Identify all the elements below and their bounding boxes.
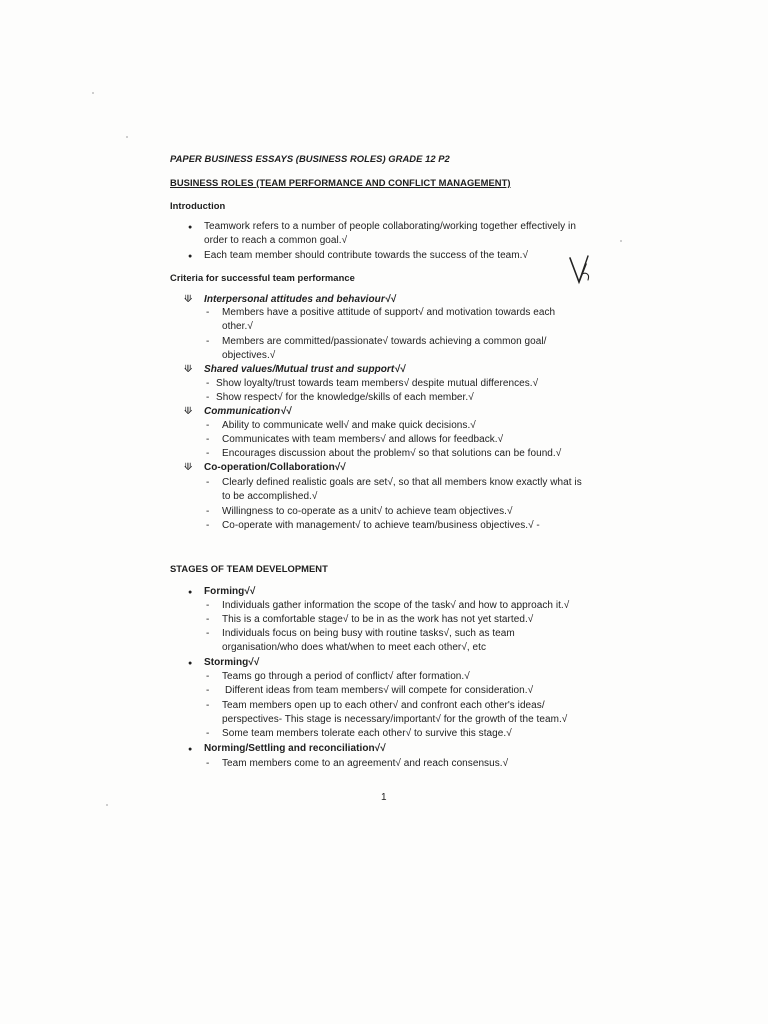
cooperation-line-1: Clearly defined realistic goals are set√, so that all members know exactly what is [222,477,582,488]
arrow-down-bullet-icon: ⟱ [184,364,193,375]
dash-icon: - [206,628,210,639]
stage-storming-title: Storming√√ [204,657,260,668]
norming-line-1: Team members come to an agreement√ and reach consensus.√ [222,758,509,769]
arrow-down-bullet-icon: ⟱ [184,294,193,305]
shared-line-1: Show loyalty/trust towards team members√ despite mutual differences.√ [216,378,539,389]
document-subtitle: BUSINESS ROLES (TEAM PERFORMANCE AND CONFLICT MANAGEMENT) [170,177,511,188]
criteria-communication-title: Communication√√ [204,406,292,417]
bullet-icon: ● [188,589,193,596]
criteria-heading: Criteria for successful team performance [170,272,355,283]
arrow-down-bullet-icon: ⟱ [184,406,193,417]
criteria-shared-title: Shared values/Mutual trust and support√√ [204,364,406,375]
interpersonal-line-1: Members have a positive attitude of support√ and motivation towards each [222,307,556,318]
interpersonal-line-4: objectives.√ [222,350,276,361]
scan-speck [126,136,128,138]
dash-icon: - [206,378,210,389]
storming-line-1: Teams go through a period of conflict√ after formation.√ [222,671,470,682]
intro-line-1: Teamwork refers to a number of people collaborating/working together effectively in [204,221,576,232]
dash-icon: - [206,506,210,517]
arrow-down-bullet-icon: ⟱ [184,462,193,473]
intro-line-3: Each team member should contribute towards the success of the team.√ [204,250,529,261]
stage-forming-title: Forming√√ [204,586,256,597]
storming-line-2: Different ideas from team members√ will compete for consideration.√ [225,685,534,696]
dash-icon: - [206,336,210,347]
forming-line-4: organisation/who does what/when to meet each other√, etc [222,642,487,653]
intro-heading: Introduction [170,200,226,211]
bullet-icon: ● [188,660,193,667]
dash-icon: - [206,728,210,739]
storming-line-5: Some team members tolerate each other√ to survive this stage.√ [222,728,512,739]
dash-icon: - [206,614,210,625]
communication-line-3: Encourages discussion about the problem√ so that solutions can be found.√ [222,448,562,459]
dash-icon: - [206,448,210,459]
intro-line-2: order to reach a common goal.√ [204,235,348,246]
dash-icon: - [206,700,210,711]
stages-heading: STAGES OF TEAM DEVELOPMENT [170,563,328,574]
forming-line-2: This is a comfortable stage√ to be in as the work has not yet started.√ [222,614,534,625]
storming-line-3: Team members open up to each other√ and confront each other's ideas/ [222,700,545,711]
criteria-cooperation-title: Co-operation/Collaboration√√ [204,462,346,473]
scan-speck [92,92,94,94]
document-title: PAPER BUSINESS ESSAYS (BUSINESS ROLES) GRADE 12 P2 [170,153,450,164]
scan-speck [106,804,108,806]
dash-icon: - [206,671,210,682]
page-number: 1 [381,792,387,803]
bullet-icon: ● [188,224,193,231]
bullet-icon: ● [188,253,193,260]
cooperation-line-3: Willingness to co-operate as a unit√ to achieve team objectives.√ [222,506,513,517]
forming-line-1: Individuals gather information the scope of the task√ and how to approach it.√ [222,600,570,611]
communication-line-2: Communicates with team members√ and allows for feedback.√ [222,434,504,445]
interpersonal-line-3: Members are committed/passionate√ towards achieving a common goal/ [222,336,547,347]
interpersonal-line-2: other.√ [222,321,253,332]
dash-icon: - [206,600,210,611]
dash-icon: - [206,307,210,318]
dash-icon: - [206,758,210,769]
dash-icon: - [206,434,210,445]
cooperation-line-4: Co-operate with management√ to achieve team/business objectives.√ - [222,520,540,531]
communication-line-1: Ability to communicate well√ and make quick decisions.√ [222,420,476,431]
scan-speck [620,240,622,242]
criteria-interpersonal-title: Interpersonal attitudes and behaviour√√ [204,294,396,305]
forming-line-3: Individuals focus on being busy with routine tasks√, such as team [222,628,515,639]
dash-icon: - [206,392,210,403]
dash-icon: - [206,420,210,431]
bullet-icon: ● [188,746,193,753]
dash-icon: - [206,520,210,531]
shared-line-2: Show respect√ for the knowledge/skills of each member.√ [216,392,474,403]
dash-icon: - [206,477,210,488]
dash-icon: - [206,685,210,696]
handwritten-check-mark [566,252,598,286]
cooperation-line-2: to be accomplished.√ [222,491,318,502]
storming-line-4: perspectives- This stage is necessary/important√ for the growth of the team.√ [222,714,568,725]
stage-norming-title: Norming/Settling and reconciliation√√ [204,743,386,754]
